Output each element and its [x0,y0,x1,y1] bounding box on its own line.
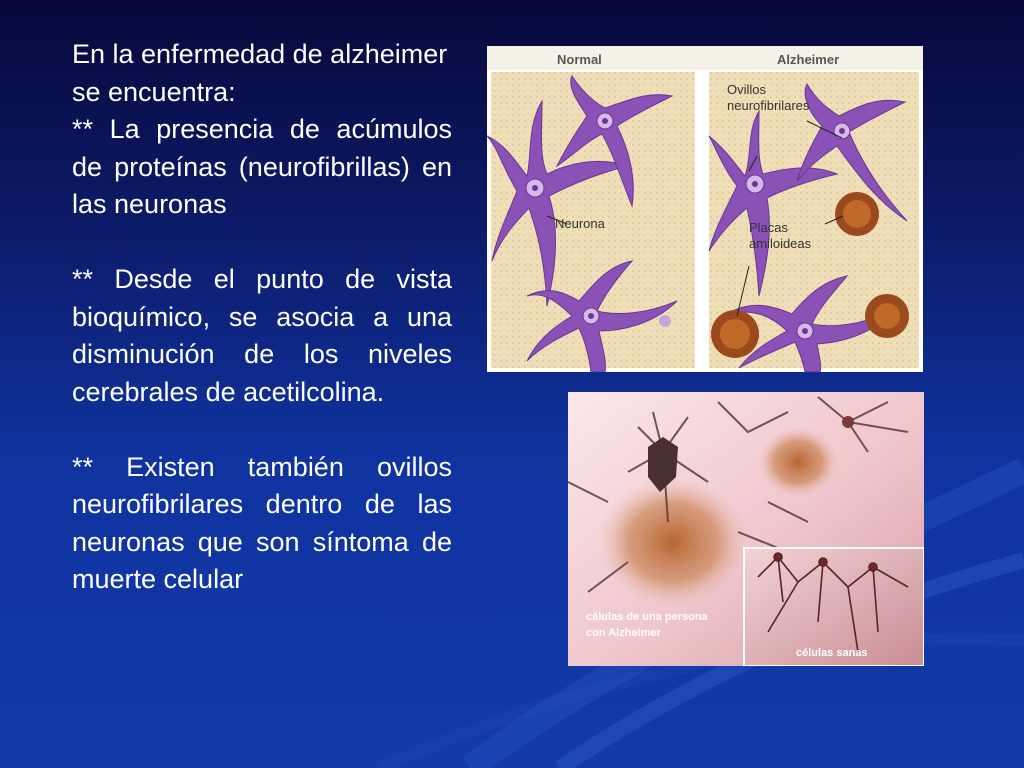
label-normal: Normal [557,52,602,67]
label-ovillos: Ovillos [727,82,767,97]
cells-photo-figure [568,392,924,666]
paragraph-tangles: ** Existen también ovillos neurofibrilares dentro de las neuronas que son síntoma de muerte celular [72,451,452,594]
label-neurofibrilares: neurofibrilares [727,98,810,113]
paragraph-proteins: ** La presencia de acúmulos de proteínas (neurofibrillas) en las neuronas [72,114,452,219]
intro-text: En la enfermedad de alzheimer se encuentra: [72,39,448,107]
paragraph-acetylcholine: ** Desde el punto de vista bioquímico, se asocia a una disminución de los niveles cerebrales de acetilcolina. [72,264,452,407]
caption-healthy: células sanas [796,647,868,659]
label-amiloideas: amiloideas [749,236,812,251]
caption-alzheimer-line1: células de una persona [586,611,708,623]
label-neurona: Neurona [555,216,605,231]
label-placas: Placas [749,220,789,235]
neuron-comparison-figure [487,46,923,372]
caption-alzheimer-line2: con Alzheimer [586,627,661,639]
label-alzheimer: Alzheimer [777,52,840,67]
slide-text [72,36,452,599]
